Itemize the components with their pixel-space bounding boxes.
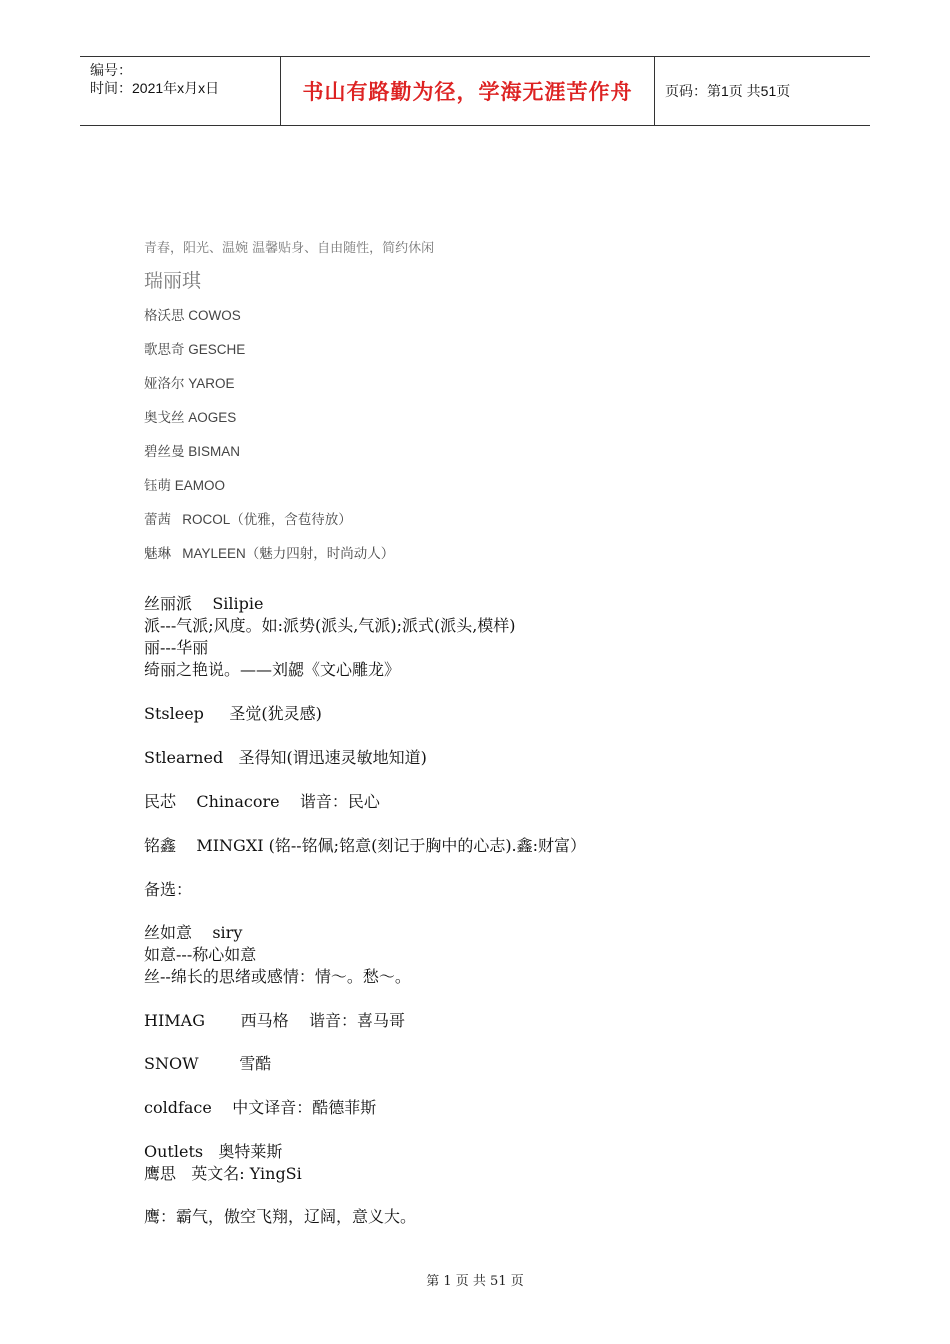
body-line: 铭鑫 MINGXI (铭--铭佩;铭意(刻记于胸中的心志).鑫:财富） <box>144 836 587 855</box>
body-line: 如意---称心如意 <box>144 945 257 964</box>
brand-item: 魅琳 MAYLEEN（魅力四射，时尚动人） <box>144 546 395 561</box>
body-line: Stlearned 圣得知(谓迅速灵敏地知道) <box>144 748 427 767</box>
body-line: 丝丽派 Silipie <box>144 594 264 613</box>
body-line: coldface 中文译音：酷德菲斯 <box>144 1098 377 1117</box>
body-line: 鹰：霸气，傲空飞翔，辽阔，意义大。 <box>144 1207 417 1226</box>
brand-item: 碧丝曼 BISMAN <box>144 444 241 459</box>
brand-item: 娅洛尔 YAROE <box>144 376 235 391</box>
body-line: 鹰思 英文名: YingSi <box>144 1164 302 1183</box>
brand-item: 歌思奇 GESCHE <box>144 342 246 357</box>
page-header <box>80 56 870 126</box>
header-motto: 书山有路勤为径，学海无涯苦作舟 <box>281 57 655 125</box>
section-title: 瑞丽琪 <box>144 270 202 292</box>
body-line: Outlets 奥特莱斯 <box>144 1142 283 1161</box>
body-line: 派---气派;风度。如:派势(派头,气派);派式(派头,模样) <box>144 616 516 635</box>
body-line: 丝如意 siry <box>144 923 243 942</box>
brand-item: 蕾茜 ROCOL（优雅，含苞待放） <box>144 512 352 527</box>
brand-item: 奥戈丝 AOGES <box>144 410 237 425</box>
brand-item: 钰萌 EAMOO <box>144 478 226 493</box>
body-line: SNOW 雪酷 <box>144 1054 272 1073</box>
page-footer: 第 1 页 共 51 页 <box>426 1274 524 1289</box>
body-line: 丝--绵长的思绪或感情：情～。愁～。 <box>144 967 411 986</box>
body-line: HIMAG 西马格 谐音：喜马哥 <box>144 1011 405 1030</box>
body-line: 丽---华丽 <box>144 638 209 657</box>
tagline: 青春，阳光、温婉 温馨贴身、自由随性，简约休闲 <box>144 241 435 256</box>
body-line: 民芯 Chinacore 谐音：民心 <box>144 792 380 811</box>
body-line: 备选： <box>144 880 193 899</box>
brand-item: 格沃思 COWOS <box>144 308 241 323</box>
header-meta <box>80 57 281 125</box>
doc-code-label: 编号： <box>90 62 132 78</box>
header-page-label: 页码：第1页 共51页 <box>665 83 791 99</box>
body-line: Stsleep 圣觉(犹灵感) <box>144 704 322 723</box>
body-line: 绮丽之艳说。——刘勰《文心雕龙》 <box>144 660 401 679</box>
doc-time-label: 时间：2021年x月x日 <box>90 80 220 96</box>
